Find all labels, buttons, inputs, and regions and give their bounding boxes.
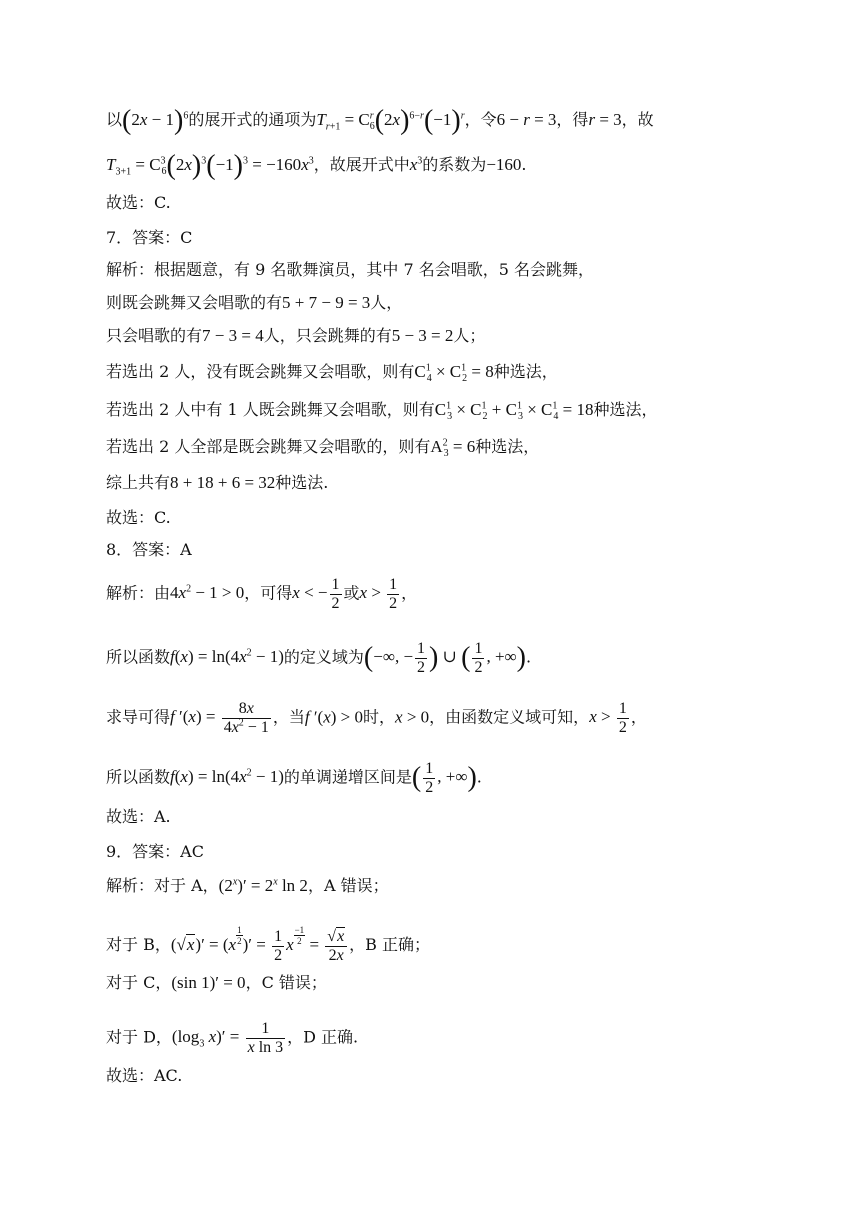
sec8-line-1: 解析：由$4x^2 - 1 > 0$，可得x < − $\frac{1}{2}$ 或x > $\frac{1}{2}$ ， — [106, 576, 418, 612]
sec8-line-4: 所以函数$f(x) = \ln(4x^2 - 1)$的单调递增区间是( $\frac{1}{2}$ , +∞). — [106, 760, 482, 796]
sec7-line-7: 综上共有8 + 18 + 6 = 32种选法. — [106, 473, 329, 492]
sec7-line-1: 解析：根据题意，有 9 名歌舞演员，其中 7 名会唱歌，5 名会跳舞， — [106, 260, 594, 279]
sec7-answer: 7．答案：C — [106, 228, 193, 247]
sec6-conclusion: 故选：C. — [106, 193, 171, 212]
sec6-line-2: $T_{3+1} = C^3_6(2x)^3(-1)^3 = -160x^3$，故展开式中$x^3$的系数为−160. — [106, 150, 527, 182]
sec9-line-3: 对于 C，(sin 1)′ = 0，C 错误； — [106, 973, 327, 992]
sec8-answer: 8．答案：A — [106, 540, 192, 559]
sec7-line-3: 只会唱歌的有7 − 3 = 4人，只会跳舞的有5 − 3 = 2人； — [106, 326, 486, 345]
sec7-conclusion: 故选：C. — [106, 508, 171, 527]
sec9-conclusion: 故选：AC. — [106, 1066, 183, 1085]
sec9-line-1: 解析：对于 A，$(2^x)' = 2^x$ ln 2，A 错误； — [106, 876, 389, 895]
sec7-line-5: 若选出 2 人中有 1 人既会跳舞又会唱歌，则有$C^1_3 \times C^1_2 + C^1_3 \times C^1_4 = 18$种选法， — [106, 400, 658, 423]
sec9-line-4: 对于 D，($\log_3$ x)′ = $\frac{1}{\text{x ln 3}}$ ，D 正确. — [106, 1020, 359, 1056]
sec9-line-2: 对于 B，(√x)′ = (x $\frac{1}{2}$ )′ = $\frac{1}{2}$ x $\frac{-1}{2}$ = $\frac{√x}{2x}$ ，B 正确； — [106, 925, 431, 964]
sec8-line-3: 求导可得f ′(x) = $\frac{8x}{4x^2 - 1}$ ，当f ′(x) > 0时，x > 0，由函数定义域可知，x > $\frac{1}{2}$ ， — [106, 700, 647, 736]
sec8-conclusion: 故选：A. — [106, 807, 171, 826]
sec8-line-2: 所以函数$f(x) = \ln(4x^2 - 1)$的定义域为(−∞, − $\frac{1}{2}$ ) ∪ ( $\frac{1}{2}$ , +∞). — [106, 640, 532, 676]
sec6-line-1: 以$(2x - 1)^6$的展开式的通项为$T_{r+1} = C^r_6(2x)^{6-r}(-1)^r$，令6 − r = 3，得r = 3，故 — [106, 105, 654, 137]
sec7-line-4: 若选出 2 人，没有既会跳舞又会唱歌，则有$C^1_4 \times C^1_2 = 8$种选法， — [106, 362, 558, 385]
sec7-line-2: 则既会跳舞又会唱歌的有5 + 7 − 9 = 3人， — [106, 293, 403, 312]
sec9-answer: 9．答案：AC — [106, 842, 204, 861]
sec7-line-6: 若选出 2 人全部是既会跳舞又会唱歌的，则有$A^2_3 = 6$种选法， — [106, 437, 540, 460]
